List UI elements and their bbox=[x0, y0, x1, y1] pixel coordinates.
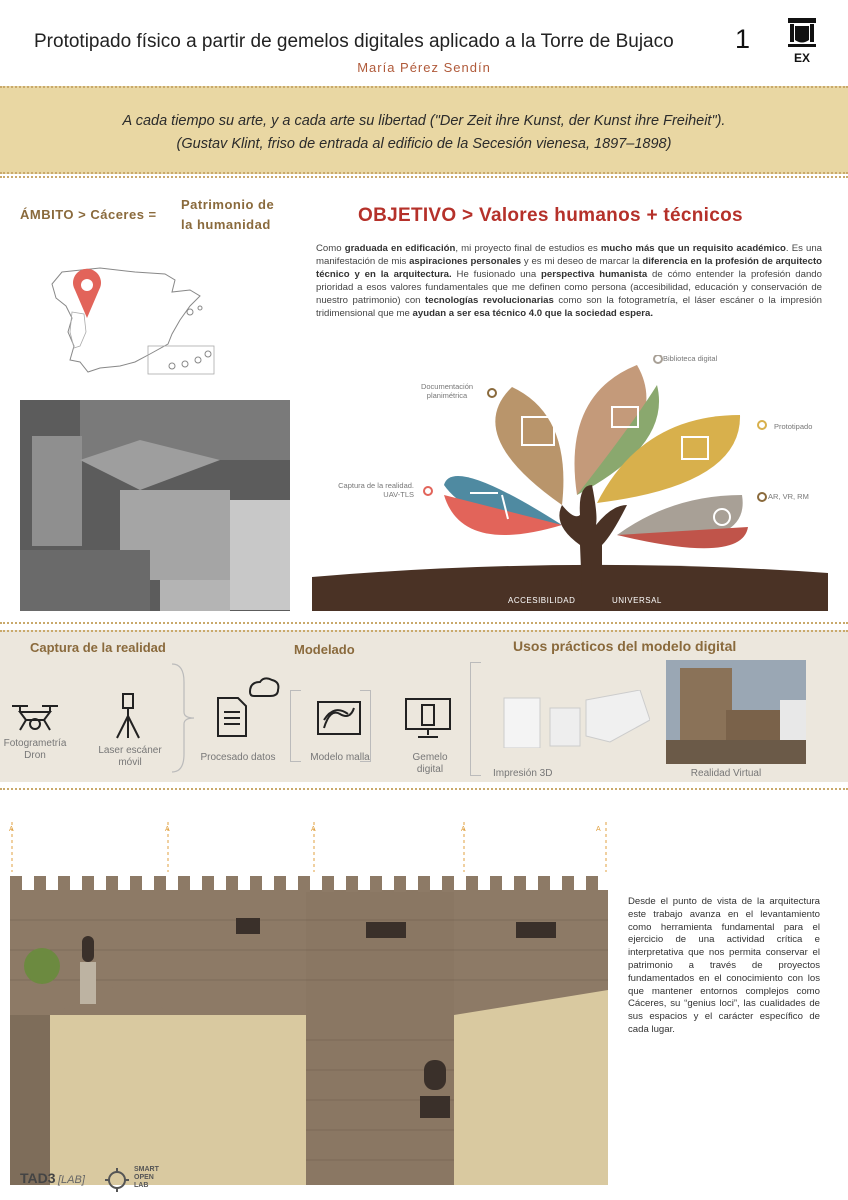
digital-twin-monitor-icon bbox=[404, 697, 452, 739]
label-documentacion: Documentación planimétrica bbox=[420, 382, 474, 400]
label-prototipado: Prototipado bbox=[774, 422, 813, 431]
marker-label: A bbox=[9, 826, 14, 833]
aerial-photo bbox=[20, 400, 290, 611]
text-emphasis: graduada en edificación bbox=[344, 243, 456, 254]
marker-label: A bbox=[596, 826, 601, 833]
label-captura: Captura de la realidad. UAV-TLS bbox=[338, 481, 414, 499]
label-procesado: Procesado datos bbox=[200, 752, 276, 763]
text-run: He fusionado una bbox=[451, 269, 542, 280]
label-impresion: Impresión 3D bbox=[493, 768, 553, 779]
document-sync-icon bbox=[216, 676, 280, 740]
text-run: Como bbox=[316, 243, 345, 254]
label-fotogrametria: Fotogrametría Dron bbox=[3, 738, 67, 761]
label-ar: AR, VR, RM bbox=[768, 492, 809, 501]
objetivo-paragraph bbox=[316, 242, 822, 320]
text-emphasis: mucho más que un requisito académico bbox=[600, 243, 786, 254]
text-run: de cómo entender la profesión dando prioridad a esos valores fundamentales que me definen como persona (accesibilidad, educación y conservación de nuestro patrimonio) con bbox=[316, 269, 822, 306]
description-paragraph: Desde el punto de vista de la arquitectura este trabajo avanza en el levantamiento como herramienta fundamental para el ejercicio de una actividad crítica e interpretativa que nos permita conservar el patrimonio a través de proyectos fundamentados en el conocimiento con los que mantener entornos complejos como Cáceres, su “genius loci”, las cualidades de sus espacios y el carácter específico de cada lugar. bbox=[628, 896, 820, 1035]
label-accesibilidad: ACCESIBILIDAD bbox=[508, 596, 576, 605]
patrimonio-label bbox=[181, 195, 274, 235]
divider bbox=[0, 622, 848, 624]
objetivo-heading: OBJETIVO > Valores humanos + técnicos bbox=[358, 205, 743, 226]
mesh-model-icon bbox=[316, 700, 362, 736]
laser-scanner-icon bbox=[113, 692, 143, 740]
printed-models-image bbox=[500, 690, 650, 748]
label-laser: Laser escáner móvil bbox=[98, 745, 162, 768]
label-realidad-virtual: Realidad Virtual bbox=[690, 768, 762, 779]
university-logo bbox=[786, 18, 818, 72]
divider bbox=[0, 176, 848, 178]
text-emphasis: ayudan a ser esa técnico 4.0 que la sociedad espera. bbox=[412, 308, 654, 319]
drone-icon bbox=[10, 700, 60, 734]
text-emphasis: perspectiva humanista bbox=[541, 269, 648, 280]
location-pin-icon bbox=[72, 268, 102, 320]
logo-tad3: TAD3 bbox=[20, 1170, 56, 1186]
label-modelo-malla: Modelo malla bbox=[310, 752, 370, 763]
patrimonio-line-1: Patrimonio de bbox=[181, 197, 275, 212]
text-emphasis: diferencia en la profesión de arquitecto técnico y en la arquitectura. bbox=[316, 256, 822, 280]
label-universal: UNIVERSAL bbox=[612, 596, 662, 605]
tower-elevation-drawing bbox=[10, 870, 608, 1185]
bracket bbox=[470, 662, 481, 776]
label-biblioteca: Biblioteca digital bbox=[663, 354, 718, 363]
text-emphasis: aspiraciones personales bbox=[409, 256, 522, 267]
divider bbox=[0, 788, 848, 790]
author-name: María Pérez Sendín bbox=[357, 60, 491, 75]
logo-text: SMART bbox=[134, 1166, 159, 1173]
quote-banner bbox=[0, 86, 848, 174]
iberia-map bbox=[40, 262, 220, 382]
marker-label: A bbox=[461, 826, 466, 833]
text-run: como son la fotogrametría, el láser escáner o la impresión tridimensional que me bbox=[316, 295, 822, 319]
elevation-markers bbox=[10, 822, 608, 872]
flow-heading-modelado: Modelado bbox=[294, 642, 355, 657]
ambito-label: ÁMBITO > Cáceres = bbox=[20, 207, 157, 222]
bracket bbox=[290, 690, 301, 762]
text-emphasis: tecnologías revolucionarias bbox=[425, 295, 554, 306]
page-number: 1 bbox=[735, 24, 751, 54]
marker-label: A bbox=[311, 826, 316, 833]
flow-heading-captura: Captura de la realidad bbox=[30, 640, 166, 655]
vr-model-image bbox=[666, 660, 806, 764]
text-run: y es mi deseo de marcar la bbox=[521, 256, 643, 267]
quote-line-1: A cada tiempo su arte, y a cada arte su libertad ("Der Zeit ihre Kunst, der Kunst ihre Freiheit"). bbox=[122, 113, 726, 129]
label-gemelo: Gemelo digital bbox=[412, 752, 448, 775]
logo-smart-open-lab bbox=[134, 1166, 159, 1190]
svg-text:EX: EX bbox=[793, 51, 811, 65]
smart-open-lab-icon bbox=[102, 1166, 132, 1194]
flow-heading-usos: Usos prácticos del modelo digital bbox=[513, 638, 737, 654]
text-run: . Es una manifestación de mis bbox=[316, 243, 822, 267]
quote-line-2: (Gustav Klint, friso de entrada al edificio de la Secesión vienesa, 1897–1898) bbox=[176, 136, 672, 152]
logo-text: LAB bbox=[134, 1182, 149, 1189]
patrimonio-line-2: la humanidad bbox=[181, 217, 271, 232]
poster-title: Prototipado físico a partir de gemelos digitales aplicado a la Torre de Bujaco bbox=[34, 31, 674, 52]
text-run: , mi proyecto final de estudios es bbox=[455, 243, 601, 254]
logo-lab: [LAB] bbox=[58, 1174, 85, 1186]
marker-label: A bbox=[165, 826, 170, 833]
logo-text: OPEN bbox=[134, 1174, 154, 1181]
